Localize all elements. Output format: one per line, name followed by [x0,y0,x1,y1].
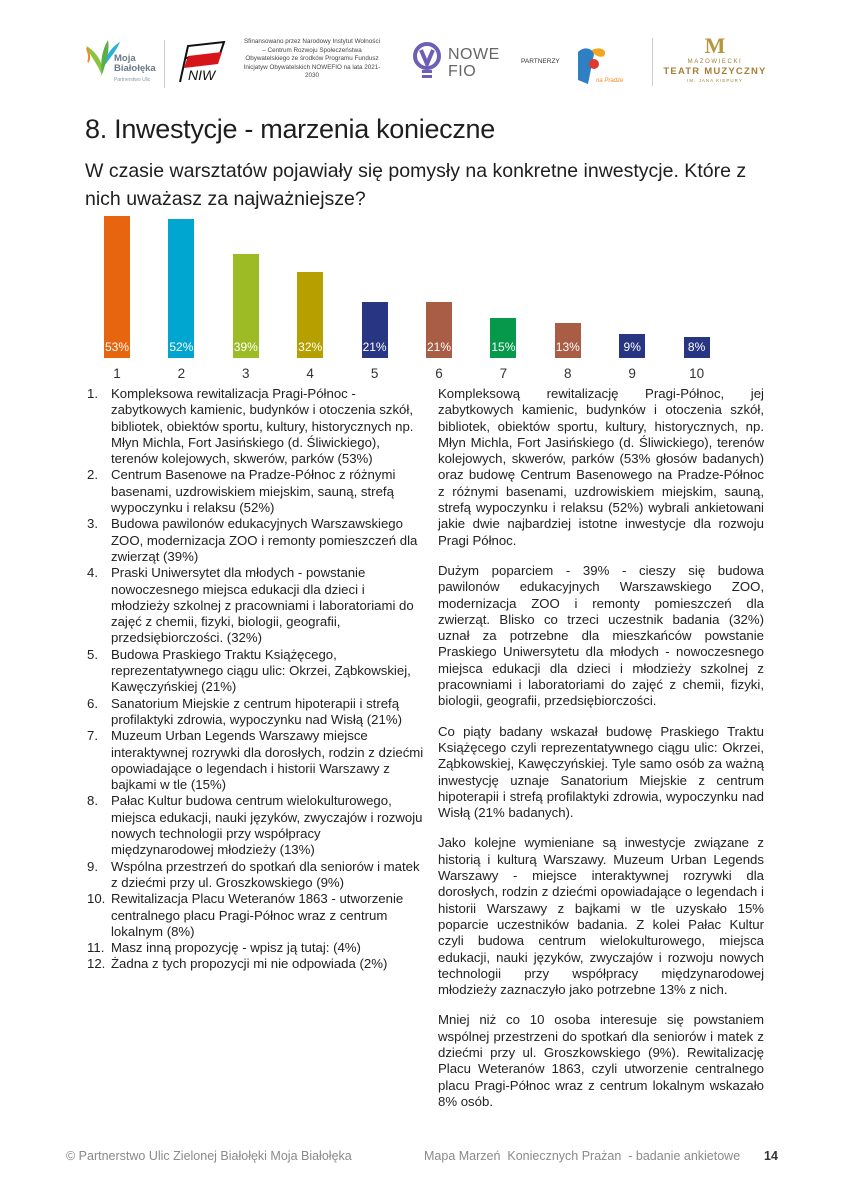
list-item [87,516,425,565]
logo-line1: Moja [114,53,136,64]
svg-text:NIW: NIW [188,67,216,83]
teatr-muzyczny-logo [660,34,770,94]
bar-value-label: 21% [362,340,387,354]
divider [164,40,165,88]
list-text: Wspólna przestrzeń do spotkań dla seniorów i matek z dziećmi przy ul. Groszkowskiego (9%) [111,858,420,890]
paragraph: Dużym poparciem - 39% - cieszy się budowa pawilonów edukacyjnych Warszawskiego ZOO, modernizacja ZOO i remonty pomieszczeń dla zwierząt. Blisko co trzeci uczestnik badania (32%) uznał za potrzebne dla mieszkańców powstanie Praskiego Uniwersytetu dla młodych - nowoczesnego miejsca edukacji dla dzieci i młodzieży szkolnej z pracowniami i laboratoriami do zajęć z chemii, fizyki, biologii, geografii, przedsiębiorczości. [438,562,764,709]
x-axis-label: 7 [499,366,508,381]
list-number: 9. [87,858,98,874]
investment-list [87,386,425,973]
list-item [87,956,425,972]
x-axis-label: 1 [113,366,121,381]
bar-value-label: 39% [233,340,258,354]
bar-value-label: 32% [298,340,323,354]
list-item [87,696,425,729]
page-number: 14 [764,1149,778,1163]
fio-line2: FIO [448,63,477,80]
x-axis-label: 5 [370,366,379,381]
chart-bar [297,272,323,358]
partners-label: PARTNERZY [521,58,560,65]
list-text: Budowa pawilonów edukacyjnych Warszawskiego ZOO, modernizacja ZOO i remonty pomieszczeń dla zwierząt (39%) [111,516,418,564]
list-number: 10. [87,891,106,907]
partner-emblem-icon [574,44,624,88]
x-axis-label: 10 [689,366,705,381]
list-text: Budowa Praskiego Traktu Książęcego, reprezentatywnego ciągu ulic: Okrzei, Ząbkowskiej, Kawęczyńskiej (21%) [111,646,411,695]
bar-value-label: 52% [169,340,194,354]
footer-copyright: © Partnerstwo Ulic Zielonej Białołęki Moja Białołęka [66,1149,352,1163]
list-text: Sanatorium Miejskie z centrum hipoterapii i strefą profilaktyki zdrowia, wypoczynku nad Wisłą (21%) [111,695,402,727]
list-item [87,859,425,892]
x-axis-label: 9 [628,366,636,381]
list-text: Rewitalizacja Placu Weteranów 1863 - utworzenie centralnego placu Pragi-Północ wraz z centrum lokalnym (8%) [111,891,404,939]
chart-bar [233,254,259,358]
list-number: 5. [87,646,98,662]
divider [652,38,653,86]
header-logos [80,30,780,100]
x-axis-label: 3 [242,366,250,381]
teatr-line1: MAZOWIECKI [687,59,743,65]
list-text: Żadna z tych propozycji mi nie odpowiada (2%) [111,956,388,972]
list-item [87,647,425,696]
list-text: Muzeum Urban Legends Warszawy miejsce interaktywnej rozrywki dla dorosłych, rodzin z dziećmi opowiadające o legendach i historii Warszawy z bajkami w tle (15%) [111,728,424,793]
bar-chart [90,205,740,385]
svg-text:na Pradze: na Pradze [596,78,624,84]
question-subtitle: W czasie warsztatów pojawiały się pomysły na konkretne inwestycje. Które z nich uważasz za najważniejsze? [85,160,747,210]
list-number: 1. [87,386,98,401]
x-axis-label: 8 [564,366,572,381]
paragraph: Mniej niż co 10 osoba interesuje się powstaniem wspólnej przestrzeni do spotkań dla seniorów i matek z dziećmi przy ul. Groszkowskiego (9%). Rewitalizację Placu Weteranów 1863, czyli utworzenie centralnego placu Pragi-Północ wraz z centrum lokalnym wskazało 8% osób. [438,1012,764,1109]
list-number: 7. [87,728,98,744]
niw-logo [172,40,228,84]
list-text: Praski Uniwersytet dla młodych - powstanie nowoczesnego miejsca edukacji dla dzieci i młodzieży szkolnej z pracowniami i laboratoriami do zajęć z chemii, fizyki, biologii, geografii, przedsiębiorczości. (32%) [111,565,414,646]
moja-bialoleka-logo [84,36,162,92]
list-item [87,565,425,646]
bar-value-label: 9% [623,340,641,354]
list-text: Masz inną propozycję - wpisz ją tutaj: (4%) [111,940,361,956]
list-number: 11. [87,940,105,956]
teatr-line2: TEATR MUZYCZNY [663,66,767,77]
bar-value-label: 53% [104,340,130,354]
niw-flag-icon [172,40,228,84]
list-number: 12. [87,956,106,972]
page-title: 8. Inwestycje - marzenia konieczne [85,114,495,144]
teatr-line3: IM. JANA KIEPURY [687,78,743,83]
list-number: 8. [87,793,98,809]
chart-bar [490,318,516,358]
chart-bar [104,216,130,358]
list-number: 4. [87,565,98,581]
chart-bar [684,337,710,358]
bar-value-label: 15% [491,340,516,354]
chart-bar [168,219,194,358]
list-item [87,793,425,858]
logo-sub: Partnerstwo Ulic [114,77,151,83]
funding-text: Sfinansowano przez Narodowy Instytut Wolności – Centrum Rozwoju Społeczeństwa Obywatelskiego ze środków Programu Fundusz Inicjatyw Obywatelskich NOWEFIO na lata 2021-2030 [243,38,381,80]
list-item [87,728,425,793]
paragraph: Kompleksową rewitalizację Pragi-Północ, jej zabytkowych kamienic, budynków i otoczenia szkół, bibliotek, obiektów sportu, kultury, historycznych, np. Młyn Michla, Fort Jasińskiego (d. Śliwickiego), terenów kolejowych, skwerów, parków (53% głosów badanych) oraz budowę Centrum Basenowego na Pradze-Północ z różnymi basenami, uzdrowiskiem miejskim, sauną, strefą wypoczynku i relaksu (52%) wybrali ankietowani jakie dwie najbardziej istotne inwestycje dla rozwoju Pragi Północ. [438,386,764,548]
teatr-mark: M [704,33,726,58]
bar-value-label: 8% [687,340,706,354]
list-item [87,467,425,516]
list-number: 2. [87,467,98,483]
nowe-fio-logo [410,40,500,88]
list-number: 6. [87,695,98,711]
bulb-icon [412,42,442,82]
list-number: 3. [87,516,98,532]
list-item [87,386,425,467]
paragraph: Co piąty badany wskazał budowę Praskiego Traktu Książęcego czyli reprezentatywnego ciągu ulic: Okrzei, Ząbkowskiej, Kawęczyńskiej. Tyle samo osób za ważną inwestycję uznaje Sanatorium Miejskie z centrum hipoterapii i strefą profilaktyki zdrowia, wypoczynku nad Wisłą (21% badanych). [438,723,764,821]
list-text: Kompleksowa rewitalizacja Pragi-Północ - zabytkowych kamienic, budynków i otoczenia szkół, bibliotek, obiektów sportu, kultury, historycznych np. Młyn Michla, Fort Jasińskiego (d. Śliwickiego), terenów kolejowych, skwerów, parków (53%) [111,386,414,467]
list-text: Centrum Basenowe na Pradze-Północ z różnymi basenami, uzdrowiskiem miejskim, sauną, strefą wypoczynku i relaksu (52%) [111,467,396,516]
logo-line2: Białołęka [114,63,156,74]
bar-value-label: 21% [426,340,452,354]
bar-value-label: 13% [555,340,580,354]
x-axis-label: 2 [177,366,186,381]
list-item [87,891,425,940]
x-axis-label: 4 [306,366,314,381]
x-axis-label: 6 [435,366,443,381]
chart-bar [555,323,581,358]
partner-logo [574,44,624,88]
analysis-text [438,386,764,1124]
paragraph: Jako kolejne wymieniane są inwestycje związane z historią i kulturą Warszawy. Muzeum Urban Legends Warszawy - miejsce interaktywnej rozrywki dla dorosłych, rodzin z dziećmi opowiadające o legendach i historii Warszawy z bajkami w tle uzyskało 15% poparcie uczestników badania. Z kolei Pałac Kultur czyli budowa centrum wielokulturowego, miejsca edukacji, nauki języków, zwyczajów i rozwoju nowych technologii przy współpracy międzynarodowej młodzieży zaznaczyło jako potrzebne 13% z nich. [438,835,764,998]
chart-bar [426,302,452,358]
list-text: Pałac Kultur budowa centrum wielokulturowego, miejsca edukacji, nauki języków, zwyczajów i rozwoju nowych technologii przy współpracy międzynarodowej młodzieży (13%) [111,793,423,858]
chart-bar [619,334,645,358]
footer-doc-title: Mapa Marzeń Koniecznych Prażan - badanie ankietowe [424,1149,741,1163]
fio-line1: NOWE [448,46,500,63]
chart-bar [362,302,388,358]
list-item [87,940,425,956]
